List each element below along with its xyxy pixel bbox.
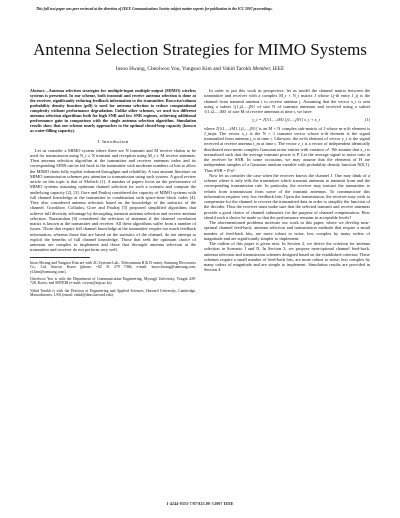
model-paragraph: In order to put this work in perspective, let us model the channel matrix between the transmitter and receiver with a complex M_r × N_t matrix J whose i,j-th entry J_ij is the channel from transmit antenna i to receive antenna j. Assuming that the vector x_t is sent using a subset {j1,j2,...,jN} of size N of transmit antennas and received using a subset {i1,i2,...,iM} of size M of receive antennas at time t, we have xyxy=(204,88,370,114)
member-label: Member, IEEE xyxy=(252,66,285,72)
abstract-label: Abstract xyxy=(30,88,45,93)
footnote-3: Vahid Tarokh is with the Division of Engineering and Applied Sciences, Harvard University, Cambridge, Massachusetts, USA (email: vahid@deas.harvard.edu). xyxy=(30,288,196,298)
feedback-paragraph: Now let us consider the case when the receiver knows the channel J. One may think of a scheme where it only tells the transmitter which transmit antennas to transmit from and the corresponding transmission rate. In particular, the receiver may instruct the transmitter to refrain from transmission from some of the transmit antennas. To communicate this information requires very few feedback bits. Upon the transmission, the receiver may wish to compensate for the channel to recover the transmitted data in order to simplify the function of the decoder. Thus the receiver must make sure that the selected transmit and receive antennas provide a good choice of channel submatrix for the purpose of channel compensation. How should such a choice be made so that the performance remains in acceptable levels? xyxy=(204,172,370,220)
where-paragraph: where J[{i1,...,iM},{j1,...,jN}] is an M × N complex sub-matrix of J whose m-n th element is J_imjn. The vector x_t is the N × 1 transmit vector whose n-th element is the signal transmitted from antenna j_n at time t. Likewise, the m-th element of vector y_t is the signal received at receive antenna i_m at time t. The vector z_t is a vector of independent identically distributed zero-mean complex Gaussian noise entries with variance σ². We assume that x_t is normalized such that the average transmit power is P. Let the average signal to noise ratio at the receiver be SNR. In some occasions, we may assume that the elements of H are independent samples of a Gaussian random variable with probability density function N(0,1). Thus SNR = P/σ². xyxy=(204,125,370,173)
peer-review-note: This full text paper was peer reviewed at the direction of IEEE Communications Society subject matter experts for publication in the ICC 2007 proceedings. xyxy=(36,7,273,11)
equation-1 xyxy=(204,117,370,122)
paper-title: Antenna Selection Strategies for MIMO Systems xyxy=(33,40,367,59)
footnote-2: Cheolwoo You is with the Department of Communication Engineering, Myongji University, Yongin 449-728, Korea, and MITERI (e-mail: cwyou@mju.ac.kr). xyxy=(30,277,196,286)
abstract: Abstract—Antenna selection strategies for multiple-input multiple-output (MIMO) wireless systems is presented. In our scheme, both transmit and receive antenna selection is done at the receiver, significantly reducing feedback information to the transmitter. Rowwise/column probability density function (pdf) is used for antenna selection to reduce computational complexity without performance degradation. Unlike other schemes, we used two different antenna selection algorithms both for high SNR and low SNR regimes, achieving additional performance gain in comparison with the single antenna selection algorithm. Simulation results show that our scheme nearly approaches to the optimal closed-loop capacity (known as water-filling capacity). xyxy=(30,88,196,134)
author-names: Insoo Hwang, Cheolwoo You, Yungsoo Kim and Vahid Tarokh xyxy=(115,66,252,72)
copyright-footer: 1-4244-0353-7/07/$25.00 ©2007 IEEE xyxy=(166,502,234,506)
outline-paragraph: The outline of this paper is given next. In Section 2, we derive the criterion for antenna selection in Scenario I and II. In Section 3, we propose near-optimal channel feed-back, antenna selection and transmission schemes designed based on the established criterion. These schemes require a small number of feed-back bits, are more robust to noise, less complex by many orders of magnitude and are simple to implement. Simulation results are provided in Section 4 xyxy=(204,241,370,273)
section-heading-introduction: I. Introduction xyxy=(97,139,129,145)
right-column xyxy=(204,88,370,273)
intro-paragraph: Let us consider a MIMO system where there are N transmit and M receive chains to be used for transmission using N_t ≥ N transmit and reception using M_r ≥ M receive antennas. Then antenna selection algorithm at the transmitter and receiver antennas index and its corresponding SINR can be fed back to the transmitter with moderate numbers of bits to allow the MIMO chain fully exploit enhanced throughput and reliability. A vast amount literature on MIMO transmission schemes pay attention to transmission using such system. A good review article on this topic is that of Molisch [1]. A number of papers focus on the performance of MIMO systems assuming optimum channel selection for such a scenario and compute the underlying capacity [2], [3]. Gore and Paulraj considered the capacity of MIMO systems with full channel knowledge at the transmitter in combination with space-time block codes [4]. They also considered antenna selection based on the knowledge of the statistics of the channel. Gorokhov, Collados, Gore and Paulraj [5] proposed simplified algorithms that achieve full diversity advantage by decoupling transmit antenna selection and receive antenna selection. Narasimhan [6] considered the selection of antennas if the channel correlation matrix is known at the transmitter and receiver. All these algorithms suffer from a number of issues. Those that require full channel knowledge at the transmitter require too much feedback information, whereas those that are based on the statistics of the channel, do not attempt to exploit the benefits of full channel knowledge. Those that seek the optimum choice of antennas are complex to implement and those that decouple antenna selection at the transmitter and receiver do not perform very well. xyxy=(30,147,196,253)
left-column xyxy=(30,88,196,298)
author-line xyxy=(0,66,400,72)
equation-number: (1) xyxy=(364,117,370,123)
abstract-text: Antenna selection strategies for multiple-input multiple-output (MIMO) wireless systems is presented. In our scheme, both transmit and receive antenna selection is done at the receiver, significantly reducing feedback information to the transmitter. Rowwise/column probability density function (pdf) is used for antenna selection to reduce computational complexity without performance degradation. Unlike other schemes, we used two different antenna selection algorithms both for high SNR and low SNR regimes, achieving additional performance gain in comparison with the single antenna selection algorithm. Simulation results show that our scheme nearly approaches to the optimal closed-loop capacity (known as water-filling capacity). xyxy=(30,88,196,134)
footnote-divider xyxy=(30,257,90,258)
equation-body: y_t = J[{i1,...,iM},{j1,...,jN}] x_t + z_t xyxy=(252,117,320,123)
motivation-paragraph: The aforementioned problems motivate our work in this paper, where we develop near-optimal channel feed-back, antenna selection and transmission methods that require a small number of feed-back bits, are more robust to noise, less complex by many orders of magnitude and are significantly simpler to implement. xyxy=(204,220,370,241)
footnote-1: Insoo Hwang and Yungsoo Kim are with 4G Systems Lab., Telecommun R & D center, Samsung Electronics Co., Ltd, Suwon, Korea (phone: +82 31 279 7366, e-mail: insoo.hwang@samsung.com, yf.kim@samsung.com). xyxy=(30,260,196,274)
